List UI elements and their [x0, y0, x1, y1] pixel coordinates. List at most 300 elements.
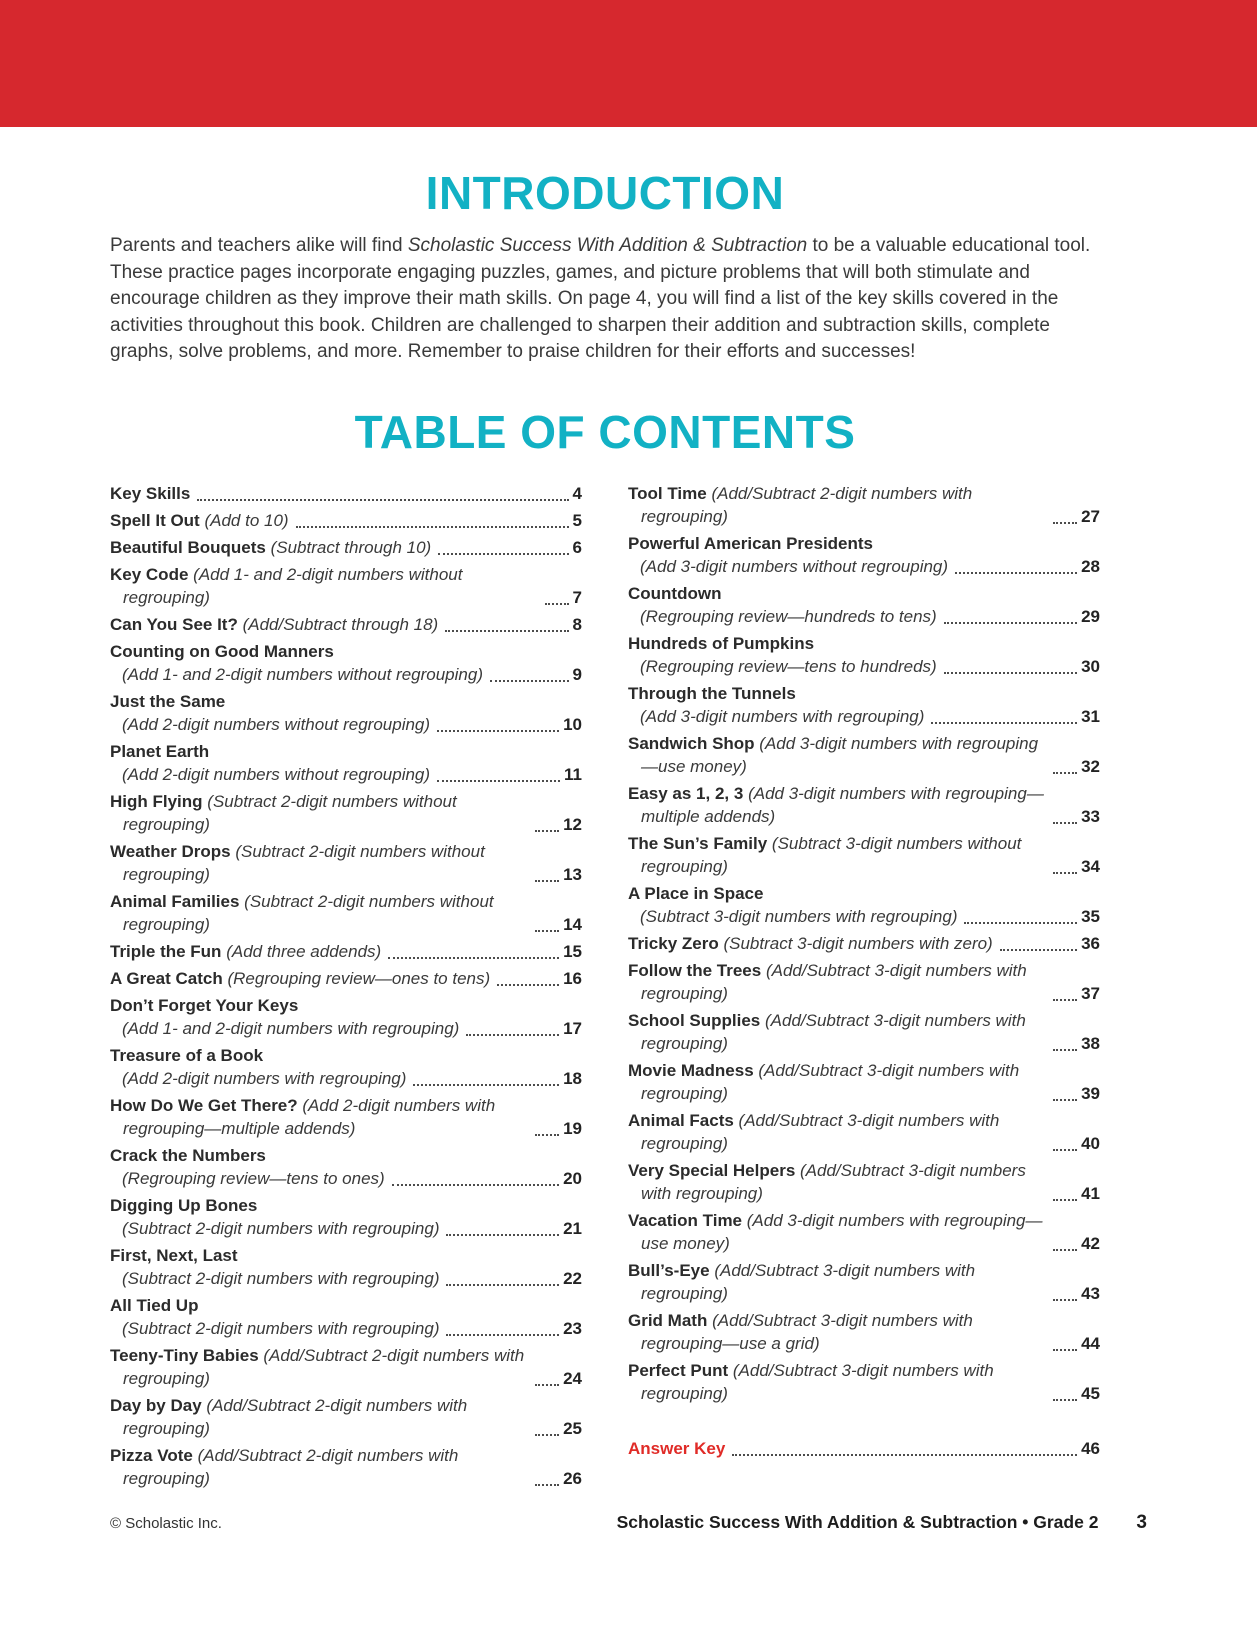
- toc-entry-page-number: 25: [563, 1418, 582, 1438]
- toc-entry-description: (Add 2-digit numbers without regrouping): [122, 764, 431, 784]
- toc-entry-description: (Subtract 2-digit numbers without regrouping): [123, 791, 457, 834]
- toc-entry-line: [628, 482, 1100, 528]
- dot-leader: [535, 1434, 559, 1436]
- toc-entry-line: [110, 940, 582, 963]
- toc-entry-description: (Regrouping review—ones to tens): [227, 968, 491, 988]
- toc-entry-title: Tricky Zero: [628, 933, 719, 953]
- toc-entry: [110, 613, 582, 636]
- toc-entry-title: The Sun’s Family: [628, 833, 768, 853]
- copyright-notice: © Scholastic Inc.: [110, 1515, 222, 1532]
- dot-leader: [535, 830, 559, 832]
- toc-entry-title: Animal Facts: [628, 1110, 734, 1130]
- toc-entry-label: [628, 1059, 1046, 1105]
- toc-entry-label: [628, 732, 1046, 778]
- toc-entry-description: (Regrouping review—tens to ones): [122, 1168, 385, 1188]
- toc-entry-title: Countdown: [628, 583, 722, 603]
- toc-entry: [110, 1294, 582, 1340]
- toc-entry-page-number: 7: [572, 587, 582, 607]
- page-number: 3: [1136, 1512, 1147, 1533]
- toc-entry-line: [628, 1359, 1100, 1405]
- toc-entry-description: (Add three addends): [226, 941, 382, 961]
- toc-entry-line: [110, 890, 582, 936]
- toc-entry-page-number: 38: [1081, 1033, 1100, 1053]
- toc-entry-title: Animal Families: [110, 891, 240, 911]
- toc-entry-label: [122, 1017, 459, 1040]
- toc-entry-page-number: 30: [1081, 656, 1100, 676]
- toc-entry-page-number: 34: [1081, 856, 1100, 876]
- dot-leader: [388, 957, 559, 959]
- dot-leader: [1053, 1299, 1077, 1301]
- toc-entry-page-number: 26: [563, 1468, 582, 1488]
- toc-entry: [110, 640, 582, 686]
- toc-entry-description: (Add/Subtract 3-digit numbers with regrouping): [641, 1110, 1000, 1153]
- dot-leader: [535, 1134, 559, 1136]
- toc-column-right: [628, 482, 1100, 1494]
- toc-entry-line: [110, 663, 582, 686]
- toc-entry-description: (Add/Subtract 2-digit numbers with regrouping): [123, 1445, 459, 1488]
- dot-leader: [1053, 1399, 1077, 1401]
- toc-entry-label: [640, 705, 924, 728]
- dot-leader: [944, 672, 1077, 674]
- toc-entry-page-number: 13: [563, 864, 582, 884]
- toc-entry: [628, 1109, 1100, 1155]
- toc-entry: [628, 532, 1100, 578]
- dot-leader: [437, 730, 559, 732]
- toc-entry: [110, 1344, 582, 1390]
- toc-entry-page-number: 4: [572, 483, 582, 503]
- dot-leader: [1053, 1349, 1077, 1351]
- dot-leader: [446, 1284, 559, 1286]
- dot-leader: [535, 1384, 559, 1386]
- toc-entry: [628, 482, 1100, 528]
- toc-entry-title: A Great Catch: [110, 968, 223, 988]
- toc-entry: [110, 890, 582, 936]
- dot-leader: [1053, 1049, 1077, 1051]
- dot-leader: [1053, 1099, 1077, 1101]
- toc-entry-title: Pizza Vote: [110, 1445, 193, 1465]
- dot-leader: [955, 572, 1077, 574]
- toc-entry: [110, 1044, 582, 1090]
- toc-entry-line: [110, 790, 582, 836]
- toc-entry-label: [628, 1437, 725, 1460]
- dot-leader: [535, 1484, 559, 1486]
- toc-entry-description: (Add 1- and 2-digit numbers with regrouping): [122, 1018, 460, 1038]
- toc-entry: [110, 563, 582, 609]
- toc-entry: [110, 1144, 582, 1190]
- dot-leader: [545, 603, 569, 605]
- toc-entry: [110, 536, 582, 559]
- toc-entry-label: [110, 1094, 528, 1140]
- toc-entry-label: [122, 1317, 439, 1340]
- toc-entry-title: School Supplies: [628, 1010, 761, 1030]
- toc-entry-page-number: 40: [1081, 1133, 1100, 1153]
- toc-entry-label: [110, 613, 438, 636]
- dot-leader: [446, 1334, 559, 1336]
- toc-entry-page-number: 45: [1081, 1383, 1100, 1403]
- toc-entry-label: [628, 1309, 1046, 1355]
- toc-entry-description: (Subtract through 10): [270, 537, 432, 557]
- toc-entry-title: All Tied Up: [110, 1295, 199, 1315]
- toc-entry-page-number: 46: [1081, 1438, 1100, 1458]
- toc-entry-page-number: 19: [563, 1118, 582, 1138]
- toc-entry-line: [628, 959, 1100, 1005]
- dot-leader: [944, 622, 1077, 624]
- toc-entry-page-number: 24: [563, 1368, 582, 1388]
- toc-entry-page-number: 16: [563, 968, 582, 988]
- dot-leader: [296, 526, 569, 528]
- toc-entry-title: How Do We Get There?: [110, 1095, 298, 1115]
- toc-entry-description: (Add/Subtract 3-digit numbers with regrouping): [641, 1360, 994, 1403]
- toc-entry-line: [628, 1309, 1100, 1355]
- toc-entry-title: Hundreds of Pumpkins: [628, 633, 815, 653]
- toc-entry-label: [110, 1394, 528, 1440]
- toc-entry-page-number: 11: [564, 764, 582, 784]
- toc-entry-page-number: 44: [1081, 1333, 1100, 1353]
- introduction-heading: INTRODUCTION: [425, 167, 785, 219]
- toc-entry-line: [110, 1394, 582, 1440]
- toc-entry-line: [110, 482, 582, 505]
- toc-entry-line: [628, 1059, 1100, 1105]
- toc-entry-title: Key Skills: [110, 483, 191, 503]
- toc-entry: [110, 482, 582, 505]
- toc-entry-line: [110, 1017, 582, 1040]
- dot-leader: [413, 1084, 559, 1086]
- toc-entry-description: (Add 1- and 2-digit numbers without regrouping): [123, 564, 463, 607]
- toc-entry-description: (Subtract 2-digit numbers without regrouping): [123, 841, 485, 884]
- toc-entry-title: Counting on Good Manners: [110, 641, 334, 661]
- toc-entry-page-number: 39: [1081, 1083, 1100, 1103]
- toc-entry-line: [110, 763, 582, 786]
- toc-entry-label: [110, 536, 431, 559]
- toc-entry: [110, 1444, 582, 1490]
- toc-entry-title: Bull’s-Eye: [628, 1260, 710, 1280]
- toc-entry: [110, 1194, 582, 1240]
- toc-entry-description: (Subtract 2-digit numbers with regrouping): [122, 1318, 440, 1338]
- toc-entry-line: [628, 705, 1100, 728]
- toc-entry-page-number: 29: [1081, 606, 1100, 626]
- toc-entry-line: [628, 1009, 1100, 1055]
- toc-entry-description: (Add 3-digit numbers without regrouping): [640, 556, 949, 576]
- toc-entry-title: Grid Math: [628, 1310, 708, 1330]
- toc-entry-label: [122, 1167, 385, 1190]
- toc-entry-line: [110, 840, 582, 886]
- toc-entry-title: Vacation Time: [628, 1210, 743, 1230]
- toc-entry-label: [110, 482, 190, 505]
- toc-entry-description: (Add/Subtract 2-digit numbers with regrouping): [123, 1345, 525, 1388]
- dot-leader: [1053, 999, 1077, 1001]
- toc-entry-label: [628, 1259, 1046, 1305]
- toc-entry-title: High Flying: [110, 791, 203, 811]
- toc-entry-label: [122, 663, 483, 686]
- toc-entry-description: (Subtract 3-digit numbers with regrouping): [640, 906, 958, 926]
- toc-entry-line: [110, 536, 582, 559]
- toc-entry-description: (Add to 10): [204, 510, 289, 530]
- toc-entry: [628, 959, 1100, 1005]
- toc-entry-title: Beautiful Bouquets: [110, 537, 266, 557]
- toc-entry: [110, 740, 582, 786]
- toc-entry-line: [110, 1267, 582, 1290]
- toc-entry: [628, 1309, 1100, 1355]
- toc-entry-description: (Add 2-digit numbers with regrouping—multiple addends): [123, 1095, 496, 1138]
- dot-leader: [446, 1234, 559, 1236]
- toc-entry: [110, 1094, 582, 1140]
- dot-leader: [1000, 949, 1077, 951]
- toc-entry-label: [122, 1067, 406, 1090]
- toc-entry-label: [628, 1009, 1046, 1055]
- dot-leader: [1053, 1199, 1077, 1201]
- toc-entry-page-number: 18: [563, 1068, 582, 1088]
- toc-entry-label: [110, 1444, 528, 1490]
- toc-entry-line: [628, 605, 1100, 628]
- toc-entry-description: (Add/Subtract through 18): [242, 614, 439, 634]
- toc-entry-description: (Subtract 3-digit numbers without regrouping): [641, 833, 1022, 876]
- toc-entry-description: (Subtract 2-digit numbers without regrouping): [123, 891, 494, 934]
- toc-entry-page-number: 14: [563, 914, 582, 934]
- toc-entry-title: Day by Day: [110, 1395, 202, 1415]
- toc-entry-page-number: 5: [572, 510, 582, 530]
- dot-leader: [1053, 822, 1077, 824]
- toc-entry: [110, 509, 582, 532]
- dot-leader: [964, 922, 1077, 924]
- toc-entry-line: [628, 732, 1100, 778]
- toc-entry-label: [628, 482, 1046, 528]
- dot-leader: [466, 1034, 559, 1036]
- toc-entry-description: (Add 3-digit numbers with regrouping): [640, 706, 925, 726]
- toc-entry: [628, 682, 1100, 728]
- toc-entry-line: [628, 1209, 1100, 1255]
- toc-entry-page-number: 28: [1081, 556, 1100, 576]
- toc-entry-title: Through the Tunnels: [628, 683, 796, 703]
- toc-entry: [110, 840, 582, 886]
- toc-entry-label: [122, 763, 430, 786]
- toc-entry-line: [110, 1094, 582, 1140]
- toc-entry-title: First, Next, Last: [110, 1245, 238, 1265]
- toc-entry-title: Easy as 1, 2, 3: [628, 783, 744, 803]
- toc-entry-title: Triple the Fun: [110, 941, 222, 961]
- toc-entry-title: Very Special Helpers: [628, 1160, 796, 1180]
- toc-entry-description: (Add/Subtract 2-digit numbers with regrouping): [123, 1395, 468, 1438]
- toc-entry: [628, 832, 1100, 878]
- toc-entry-page-number: 6: [572, 537, 582, 557]
- toc-entry-line: [110, 563, 582, 609]
- toc-entry-label: [110, 940, 381, 963]
- toc-entry: [628, 1159, 1100, 1205]
- toc-entry-title: Weather Drops: [110, 841, 231, 861]
- toc-entry-page-number: 21: [563, 1218, 582, 1238]
- toc-entry-line: [110, 509, 582, 532]
- toc-entry-page-number: 23: [563, 1318, 582, 1338]
- toc-entry-title: A Place in Space: [628, 883, 764, 903]
- toc-entry-line: [628, 1109, 1100, 1155]
- toc-entry-page-number: 33: [1081, 806, 1100, 826]
- toc-entry-label: [628, 959, 1046, 1005]
- toc-entry-description: (Regrouping review—hundreds to tens): [640, 606, 937, 626]
- toc-entry-title: Teeny-Tiny Babies: [110, 1345, 259, 1365]
- toc-entry-line: [110, 1067, 582, 1090]
- toc-entry-label: [122, 1217, 439, 1240]
- toc-entry: [628, 1009, 1100, 1055]
- toc-entry-line: [110, 1344, 582, 1390]
- dot-leader: [732, 1454, 1077, 1456]
- toc-entry-page-number: 10: [563, 714, 582, 734]
- toc-entry-label: [110, 509, 289, 532]
- toc-entry-label: [640, 905, 957, 928]
- toc-entry-page-number: 43: [1081, 1283, 1100, 1303]
- toc-entry-page-number: 42: [1081, 1233, 1100, 1253]
- toc-entry-label: [628, 832, 1046, 878]
- toc-entry-line: [628, 1259, 1100, 1305]
- toc-entry: [628, 1259, 1100, 1305]
- toc-entry-title: Just the Same: [110, 691, 226, 711]
- toc-entry-description: (Subtract 2-digit numbers with regrouping): [122, 1218, 440, 1238]
- toc-entry: [110, 1394, 582, 1440]
- toc-entry: [110, 940, 582, 963]
- toc-entry-label: [628, 782, 1046, 828]
- toc-entry-description: (Add/Subtract 2-digit numbers with regrouping): [641, 483, 973, 526]
- toc-entry: [628, 932, 1100, 955]
- toc-entry-line: [628, 905, 1100, 928]
- toc-columns: [110, 482, 1100, 1494]
- toc-entry-line: [110, 967, 582, 990]
- toc-entry-page-number: 17: [563, 1018, 582, 1038]
- toc-entry-line: [110, 713, 582, 736]
- dot-leader: [1053, 1249, 1077, 1251]
- toc-entry-page-number: 20: [563, 1168, 582, 1188]
- introduction-paragraph: [110, 233, 1100, 366]
- toc-entry-label: [110, 1344, 528, 1390]
- dot-leader: [437, 780, 560, 782]
- toc-entry-line: [110, 1167, 582, 1190]
- toc-entry-description: (Add/Subtract 3-digit numbers with regrouping): [641, 1260, 976, 1303]
- toc-entry-description: (Add/Subtract 3-digit numbers with regrouping): [641, 1060, 1020, 1103]
- toc-entry-line: [628, 782, 1100, 828]
- toc-entry-line: [110, 613, 582, 636]
- toc-entry: [110, 994, 582, 1040]
- introduction-text-post: to be a valuable educational tool. These practice pages incorporate engaging puzzles, games, and picture problems that will both stimulate and encourage children as they improve their math skills. On page 4, you will find a list of the key skills covered in the activities throughout this book. Children are challenged to sharpen their addition and subtraction skills, complete graphs, solve problems, and more. Remember to praise children for their efforts and successes!: [110, 235, 1091, 362]
- dot-leader: [1053, 772, 1077, 774]
- toc-entry-line: [628, 655, 1100, 678]
- dot-leader: [535, 930, 559, 932]
- toc-entry-label: [110, 967, 490, 990]
- toc-entry-title: Movie Madness: [628, 1060, 754, 1080]
- toc-entry-title: Tool Time: [628, 483, 707, 503]
- toc-entry-label: [628, 1359, 1046, 1405]
- toc-entry-title: Key Code: [110, 564, 189, 584]
- toc-entry-title: Answer Key: [628, 1438, 726, 1458]
- table-of-contents-heading: TABLE OF CONTENTS: [354, 405, 856, 458]
- dot-leader: [438, 553, 568, 555]
- toc-entry-page-number: 22: [563, 1268, 582, 1288]
- toc-entry-description: (Add/Subtract 3-digit numbers with regrouping—use a grid): [641, 1310, 973, 1353]
- dot-leader: [535, 880, 559, 882]
- toc-entry-title: Powerful American Presidents: [628, 533, 874, 553]
- dot-leader: [445, 630, 568, 632]
- toc-entry-description: (Add/Subtract 3-digit numbers with regrouping): [641, 960, 1027, 1003]
- toc-entry-title: Spell It Out: [110, 510, 200, 530]
- toc-entry-label: [110, 890, 528, 936]
- toc-entry-label: [110, 790, 528, 836]
- toc-entry-description: (Add 3-digit numbers with regrouping—use money): [641, 733, 1039, 776]
- toc-entry-description: (Add 3-digit numbers with regrouping—multiple addends): [641, 783, 1044, 826]
- toc-entry: [628, 632, 1100, 678]
- book-title-italic: Scholastic Success With Addition & Subtraction: [407, 235, 808, 256]
- toc-entry-title: Crack the Numbers: [110, 1145, 266, 1165]
- dot-leader: [1053, 522, 1077, 524]
- toc-entry-line: [628, 932, 1100, 955]
- footer-right: [617, 1512, 1147, 1534]
- toc-entry-title: Treasure of a Book: [110, 1045, 264, 1065]
- toc-entry-title: Digging Up Bones: [110, 1195, 258, 1215]
- toc-entry-description: (Add 3-digit numbers with regrouping—use money): [641, 1210, 1043, 1253]
- toc-entry-label: [628, 1209, 1046, 1255]
- top-banner: [0, 0, 1257, 127]
- dot-leader: [931, 722, 1077, 724]
- toc-entry-page-number: 32: [1081, 756, 1100, 776]
- toc-entry-label: [640, 555, 948, 578]
- toc-entry-line: [110, 1217, 582, 1240]
- toc-entry-title: Sandwich Shop: [628, 733, 755, 753]
- toc-entry-page-number: 27: [1081, 506, 1100, 526]
- dot-leader: [392, 1184, 559, 1186]
- toc-entry: [110, 790, 582, 836]
- toc-entry-page-number: 35: [1081, 906, 1100, 926]
- toc-entry: [110, 967, 582, 990]
- toc-entry-title: Planet Earth: [110, 741, 210, 761]
- toc-entry-page-number: 12: [563, 814, 582, 834]
- toc-entry-line: [628, 555, 1100, 578]
- toc-entry-page-number: 31: [1081, 706, 1100, 726]
- toc-entry: [628, 782, 1100, 828]
- toc-entry-description: (Subtract 2-digit numbers with regrouping): [122, 1268, 440, 1288]
- toc-entry-description: (Add/Subtract 3-digit numbers with regrouping): [641, 1160, 1026, 1203]
- toc-entry-page-number: 37: [1081, 983, 1100, 1003]
- toc-entry: [110, 1244, 582, 1290]
- toc-entry-label: [628, 1159, 1046, 1205]
- toc-entry-label: [628, 1109, 1046, 1155]
- toc-entry-description: (Subtract 3-digit numbers with zero): [723, 933, 993, 953]
- toc-entry-label: [628, 932, 993, 955]
- dot-leader: [497, 984, 559, 986]
- toc-column-left: [110, 482, 582, 1494]
- toc-entry-line: [110, 1444, 582, 1490]
- toc-entry-title: Follow the Trees: [628, 960, 762, 980]
- toc-entry-label: [640, 655, 937, 678]
- toc-entry: [628, 1059, 1100, 1105]
- footer-book-title: Scholastic Success With Addition & Subtraction • Grade 2: [616, 1512, 1099, 1532]
- toc-entry: [628, 882, 1100, 928]
- toc-entry-description: (Add 2-digit numbers with regrouping): [122, 1068, 407, 1088]
- toc-entry-line: [628, 1437, 1100, 1460]
- toc-entry-description: (Regrouping review—tens to hundreds): [640, 656, 937, 676]
- toc-entry-description: (Add 2-digit numbers without regrouping): [122, 714, 431, 734]
- dot-leader: [1053, 1149, 1077, 1151]
- dot-leader: [1053, 872, 1077, 874]
- toc-entry: [628, 1437, 1100, 1460]
- toc-entry-line: [628, 1159, 1100, 1205]
- toc-entry: [628, 1209, 1100, 1255]
- toc-entry-page-number: 36: [1081, 933, 1100, 953]
- toc-entry-description: (Add/Subtract 3-digit numbers with regrouping): [641, 1010, 1026, 1053]
- toc-entry-label: [110, 840, 528, 886]
- toc-entry-page-number: 8: [572, 614, 582, 634]
- toc-entry-title: Don’t Forget Your Keys: [110, 995, 299, 1015]
- toc-entry: [110, 690, 582, 736]
- page-content: [110, 167, 1100, 1494]
- toc-entry-page-number: 15: [563, 941, 582, 961]
- toc-entry-page-number: 41: [1081, 1183, 1100, 1203]
- toc-entry-page-number: 9: [572, 664, 582, 684]
- toc-entry-label: [640, 605, 937, 628]
